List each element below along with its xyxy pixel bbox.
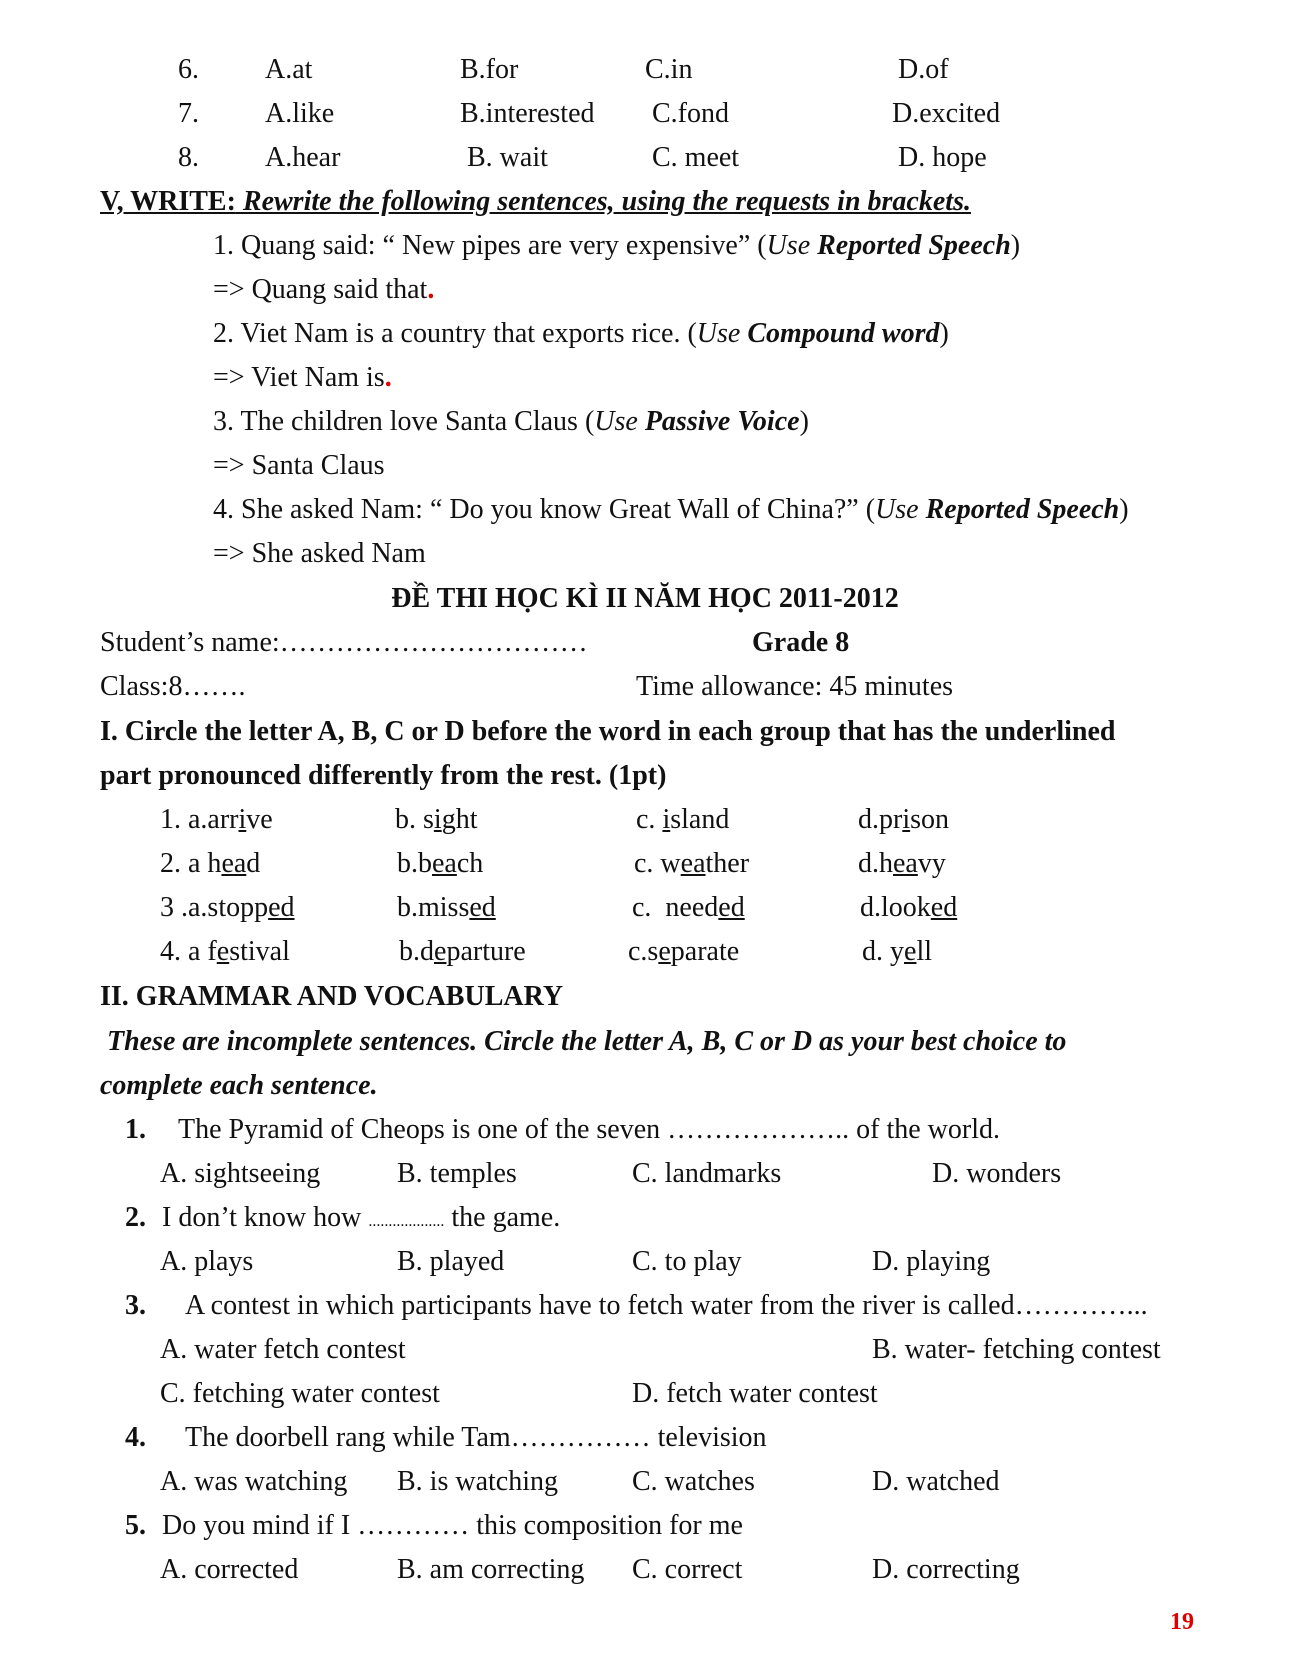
write-item-text: 4. She asked Nam: “ Do you know Great Wall of China?” (: [213, 494, 876, 525]
option-a: A. was watching: [160, 1466, 348, 1497]
request-label: Reported Speech: [925, 494, 1120, 525]
answer-blank: ...................: [368, 1213, 445, 1230]
write-answer-3: [213, 449, 385, 483]
pron-option-a: 1. a.arrive: [160, 804, 273, 835]
option-d: D. hope: [898, 142, 987, 173]
option-d: D. fetch water contest: [632, 1378, 878, 1409]
close-paren: ): [799, 406, 809, 437]
option-b: B. wait: [467, 142, 548, 173]
use-label: Use: [696, 318, 748, 349]
option-b: B. temples: [397, 1158, 517, 1189]
pron-option-c: c. weather: [634, 848, 750, 879]
pron-option-b: b.departure: [399, 936, 526, 967]
pron-option-c: c.separate: [628, 936, 740, 967]
write-heading-label: V, WRITE:: [100, 186, 236, 217]
class-field: Class:8…….: [100, 671, 246, 702]
request-label: Reported Speech: [817, 230, 1011, 261]
option-b: B. played: [397, 1246, 505, 1277]
write-item-text: 2. Viet Nam is a country that exports rice. (: [213, 318, 697, 349]
write-item-text: 1. Quang said: “ New pipes are very expensive” (: [213, 230, 767, 261]
page-number: 19: [1170, 1609, 1194, 1635]
option-a: A. water fetch contest: [160, 1334, 406, 1365]
question-number: 1.: [125, 1114, 146, 1145]
student-name-field: Student’s name:……………………………: [100, 627, 588, 658]
option-c: C. to play: [632, 1246, 742, 1277]
option-d: D. correcting: [872, 1554, 1020, 1585]
option-a: A. plays: [160, 1246, 254, 1277]
pron-option-c: c. needed: [632, 892, 745, 923]
answer-prompt: => Quang said that: [213, 274, 428, 305]
use-label: Use: [766, 230, 818, 261]
option-c: C. correct: [632, 1554, 743, 1585]
answer-prompt: => Santa Claus: [213, 450, 385, 481]
pron-option-d: d.heavy: [858, 848, 946, 879]
option-c: C. meet: [652, 142, 740, 173]
write-answer-2: [213, 361, 392, 395]
option-c: C. landmarks: [632, 1158, 782, 1189]
option-b: B. is watching: [397, 1466, 558, 1497]
option-a: A.hear: [265, 142, 341, 173]
option-a: A. sightseeing: [160, 1158, 321, 1189]
part2-instruction-line2: complete each sentence.: [100, 1070, 378, 1101]
write-heading: [100, 185, 971, 219]
grade-label: Grade 8: [752, 627, 850, 658]
close-paren: ): [1010, 230, 1021, 261]
exam-title: ĐỀ THI HỌC KÌ II NĂM HỌC 2011-2012: [391, 583, 899, 614]
option-c: C. watches: [632, 1466, 755, 1497]
question-number: 4.: [125, 1422, 146, 1453]
question-number: 3.: [125, 1290, 146, 1321]
question-number: 2.: [125, 1202, 146, 1233]
option-c: C.in: [645, 54, 693, 85]
row-number: 7.: [178, 98, 199, 129]
option-b: B.for: [460, 54, 519, 85]
close-paren: ): [1119, 494, 1129, 525]
write-item-3: [213, 405, 809, 439]
pron-option-a: 3 .a.stopped: [160, 892, 295, 923]
question-text: The Pyramid of Cheops is one of the seven ……………….. of the world.: [178, 1114, 1000, 1145]
option-c: C.fond: [652, 98, 729, 129]
pron-option-d: d.looked: [860, 892, 958, 923]
option-d: D.excited: [892, 98, 1001, 129]
question-text: The doorbell rang while Tam…………… television: [185, 1422, 767, 1453]
option-a: A.like: [265, 98, 335, 129]
question-text: I don’t know how ................... the game.: [162, 1202, 561, 1233]
pron-option-b: b. sight: [395, 804, 478, 835]
option-d: D. watched: [872, 1466, 1000, 1497]
question-text: A contest in which participants have to fetch water from the river is called…………...: [185, 1290, 1148, 1321]
write-item-4: [213, 493, 1129, 527]
answer-prompt: => She asked Nam: [213, 538, 426, 569]
option-d: D. wonders: [932, 1158, 1062, 1189]
write-item-2: [213, 317, 949, 351]
option-a: A. corrected: [160, 1554, 299, 1585]
pron-option-a: 4. a festival: [160, 936, 290, 967]
question-number: 5.: [125, 1510, 146, 1541]
write-answer-4: [213, 537, 426, 571]
write-item-1: [213, 229, 1020, 263]
red-dot-mark: .: [427, 274, 435, 305]
request-label: Passive Voice: [644, 406, 800, 437]
option-c: C. fetching water contest: [160, 1378, 440, 1409]
write-item-text: 3. The children love Santa Claus (: [213, 406, 595, 437]
pron-option-b: b.beach: [397, 848, 484, 879]
option-a: A.at: [265, 54, 313, 85]
part1-heading-line2: part pronounced differently from the rest. (1pt): [100, 760, 667, 791]
time-allowance: Time allowance: 45 minutes: [636, 671, 954, 702]
pron-option-d: d.prison: [858, 804, 950, 835]
question-text: Do you mind if I ………… this composition for me: [162, 1510, 743, 1541]
part2-instruction-line1: These are incomplete sentences. Circle the letter A, B, C or D as your best choice to: [100, 1026, 1067, 1057]
close-paren: ): [939, 318, 949, 349]
part1-heading-line1: I. Circle the letter A, B, C or D before the word in each group that has the underlined: [100, 716, 1116, 747]
option-d: D.of: [898, 54, 949, 85]
pron-option-b: b.missed: [397, 892, 496, 923]
write-answer-1: [213, 273, 434, 307]
pron-option-c: c. island: [636, 804, 730, 835]
use-label: Use: [594, 406, 645, 437]
answer-prompt: => Viet Nam is: [213, 362, 385, 393]
use-label: Use: [875, 494, 926, 525]
option-d: D. playing: [872, 1246, 991, 1277]
write-heading-instruction: Rewrite the following sentences, using the requests in brackets.: [235, 186, 971, 217]
red-dot-mark: .: [384, 362, 392, 393]
option-b: B. am correcting: [397, 1554, 585, 1585]
option-b: B.interested: [460, 98, 595, 129]
option-b: B. water- fetching contest: [872, 1334, 1161, 1365]
pron-option-a: 2. a head: [160, 848, 261, 879]
part2-heading: II. GRAMMAR AND VOCABULARY: [100, 981, 564, 1012]
pron-option-d: d. yell: [862, 936, 932, 967]
row-number: 6.: [178, 54, 199, 85]
request-label: Compound word: [747, 318, 940, 349]
row-number: 8.: [178, 142, 199, 173]
